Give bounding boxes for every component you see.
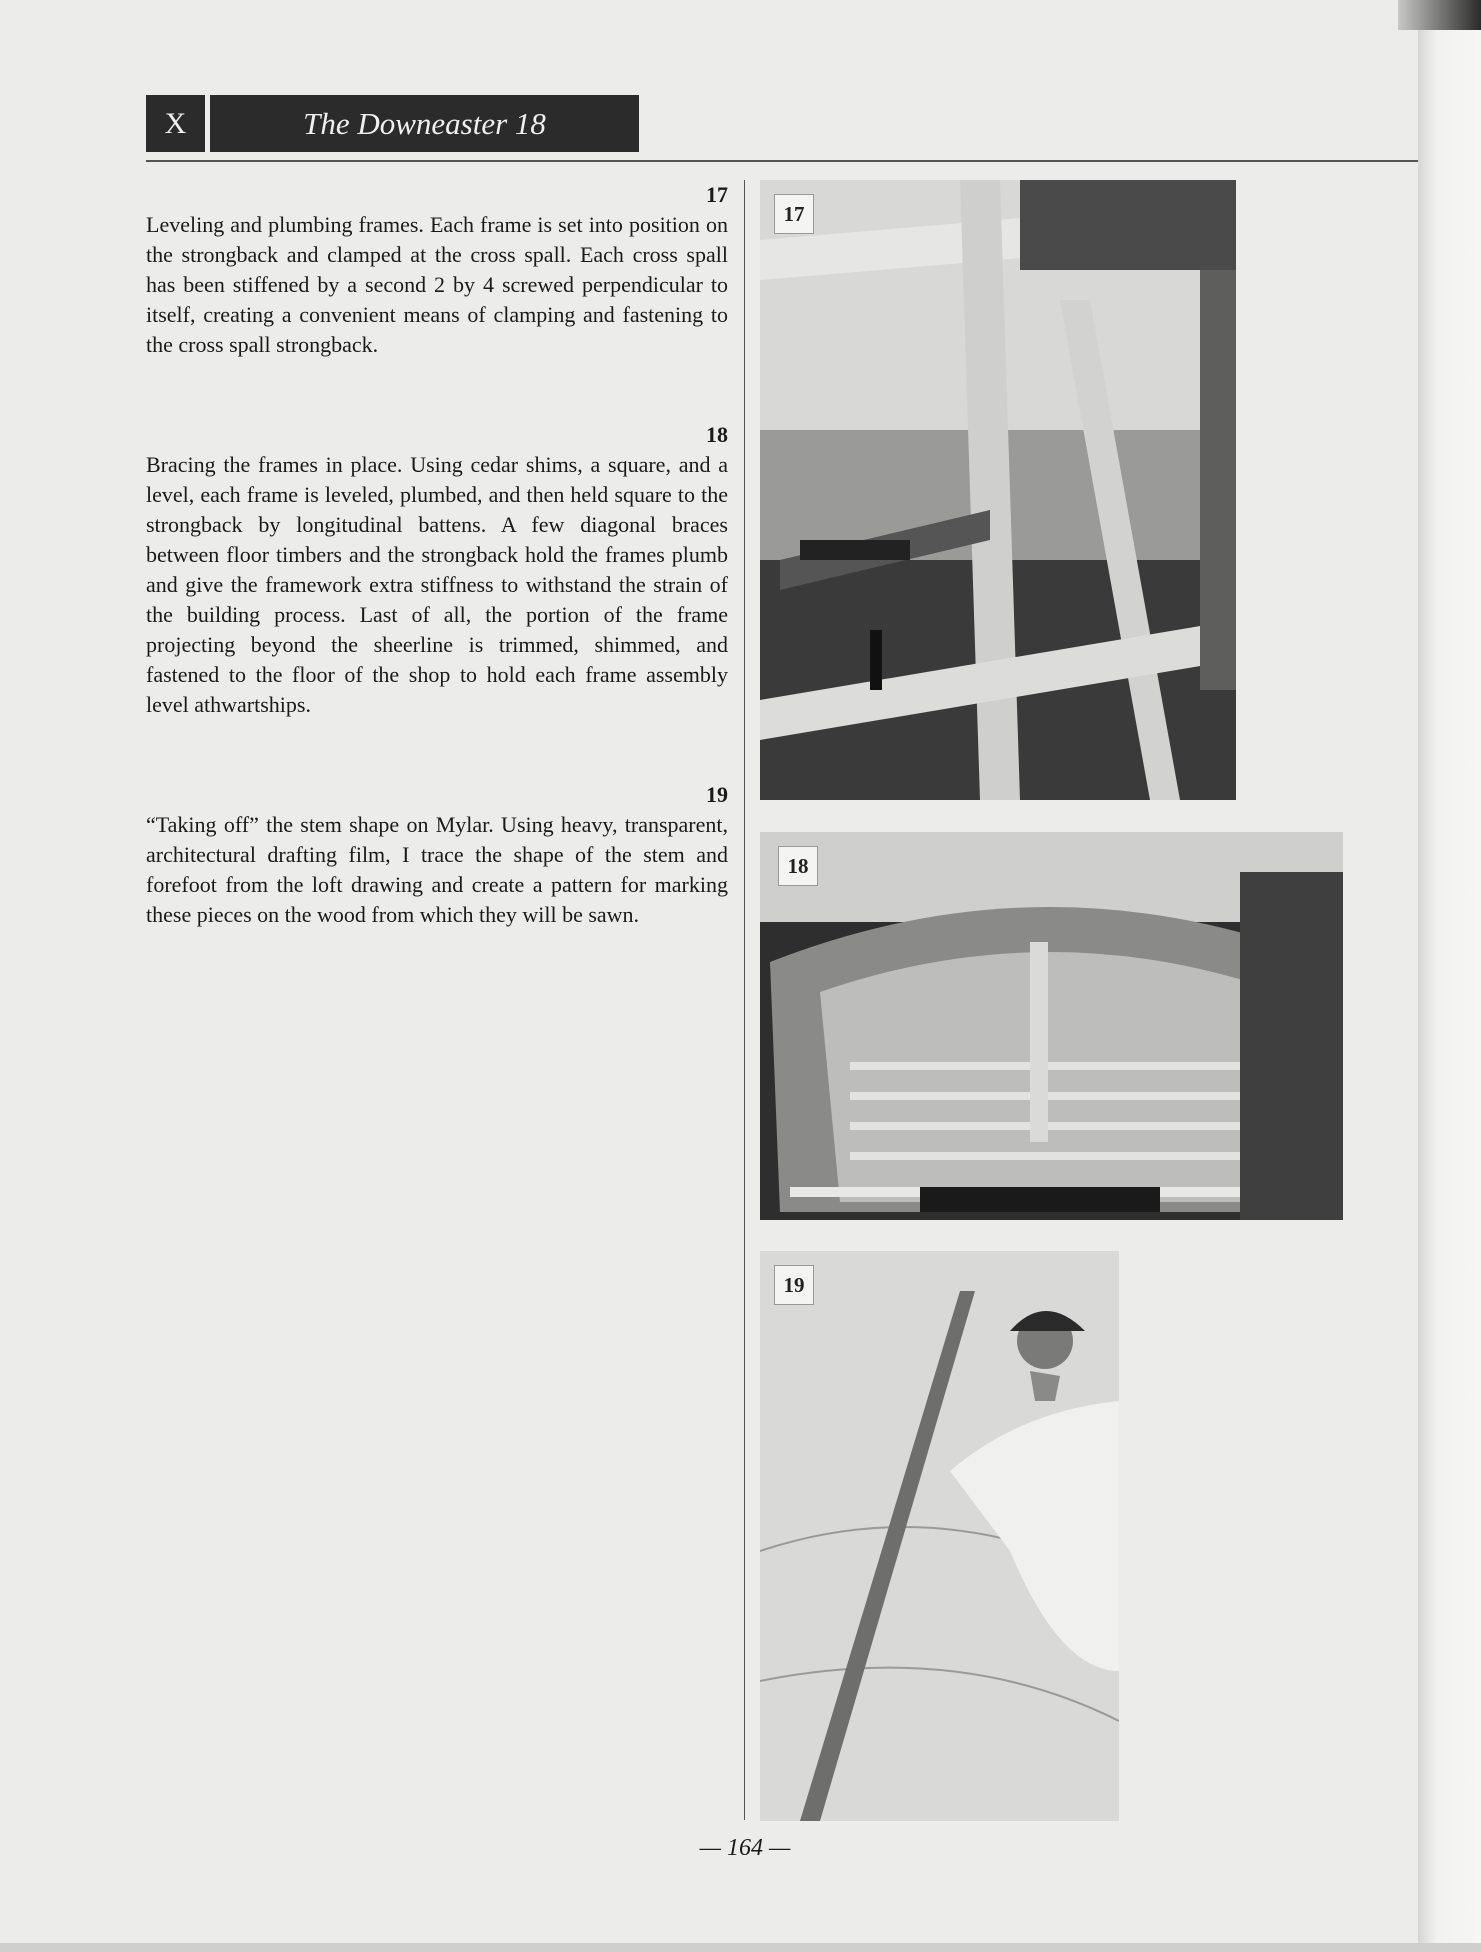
chapter-number: X xyxy=(164,107,187,140)
caption-number: 17 xyxy=(706,182,728,207)
header-rule xyxy=(146,160,1418,162)
page-number: — 164 — xyxy=(699,1835,791,1861)
running-header xyxy=(146,95,639,152)
figure-19-label: 19 xyxy=(774,1265,814,1305)
column-rule xyxy=(744,180,745,1820)
book-title: The Downeaster 18 xyxy=(303,106,546,141)
braced-frames-image xyxy=(760,832,1343,1220)
caption-number: 18 xyxy=(706,422,728,447)
frames-on-strongback-image xyxy=(760,180,1236,800)
figure-18-photo xyxy=(760,832,1343,1220)
caption-text: Leveling and plumbing frames. Each frame is set into position on the strongback and clamped at the cross spall. Each cross spall has been stiffened by a second 2 by 4 screwed perpendicular to itself, creating a convenient means of clamping and fastening to the cross spall strongback. xyxy=(146,212,728,357)
caption-text: Bracing the frames in place. Using cedar shims, a square, and a level, each frame is leveled, plumbed, and then held square to the strongback by longitudinal battens. A few diagonal braces between floor timbers and the strongback hold the frames plumb and give the framework extra stiffness to withstand the strain of the building process. Last of all, the portion of the frame projecting beyond the sheerline is trimmed, shimmed, and fastened to the floor of the shop to hold each frame assembly level athwartships. xyxy=(146,452,728,717)
facing-page-edge xyxy=(1418,0,1481,1952)
figure-17-label: 17 xyxy=(774,194,814,234)
caption-number: 19 xyxy=(706,782,728,807)
caption-18 xyxy=(146,420,728,720)
figure-19-photo xyxy=(760,1251,1119,1821)
figure-17-photo xyxy=(760,180,1236,800)
page-bottom-edge xyxy=(0,1943,1481,1952)
binding-shadow xyxy=(1398,0,1481,30)
caption-19 xyxy=(146,780,728,930)
mylar-tracing-image xyxy=(760,1251,1119,1821)
caption-17 xyxy=(146,180,728,360)
figure-18-label: 18 xyxy=(778,846,818,886)
caption-text: “Taking off” the stem shape on Mylar. Using heavy, transparent, architectural drafting film, I trace the shape of the stem and forefoot from the loft drawing and create a pattern for marking these pieces on the wood from which they will be sawn. xyxy=(146,812,728,927)
